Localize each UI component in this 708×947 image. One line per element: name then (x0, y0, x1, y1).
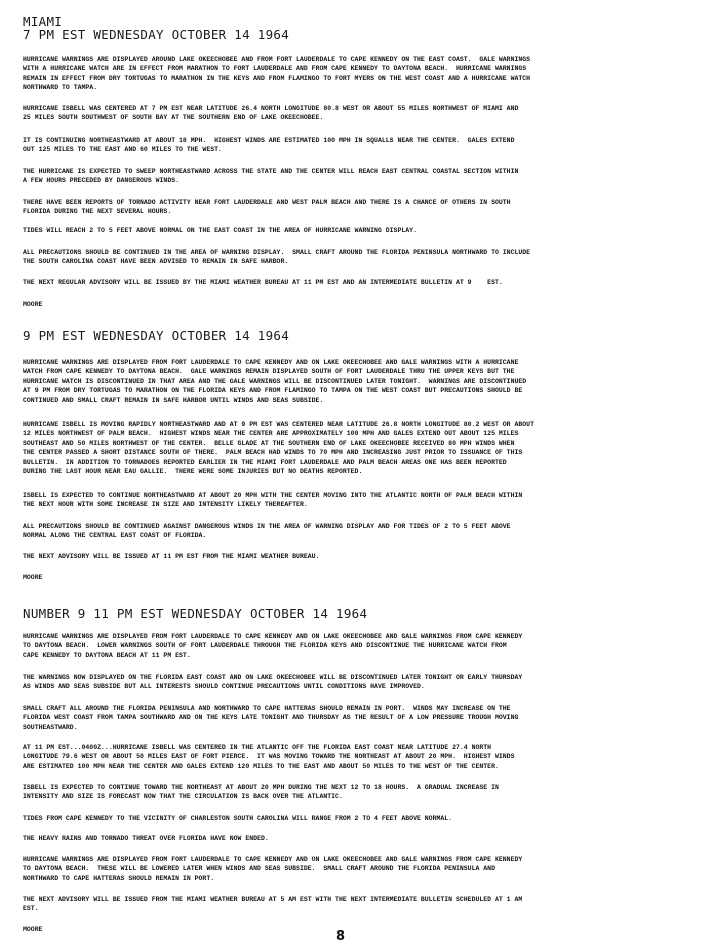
bulletin-paragraph: IT IS CONTINUING NORTHEASTWARD AT ABOUT 18 MPH. HIGHEST WINDS ARE ESTIMATED 100 MPH IN SQUALLS NEAR THE CENTER. GALES EXTEND OUT 125 MILES TO THE EAST AND 60 MILES TO THE WEST. (23, 137, 515, 154)
bulletin-paragraph: THE NEXT ADVISORY WILL BE ISSUED FROM THE MIAMI WEATHER BUREAU AT 5 AM EST WITH THE NEXT INTERMEDIATE BULLETIN SCHEDULED AT 1 AM EST. (23, 896, 523, 913)
bulletin-paragraph: THE NEXT REGULAR ADVISORY WILL BE ISSUED BY THE MIAMI WEATHER BUREAU AT 11 PM EST AND AN INTERMEDIATE BULLETIN AT 9 EST. (23, 279, 503, 286)
bulletin-paragraph: AT 11 PM EST...0400Z...HURRICANE ISBELL WAS CENTERED IN THE ATLANTIC OFF THE FLORIDA EAST COAST NEAR LATITUDE 27.4 NORTH LONGITUDE 79.6 WEST OR ABOUT 50 MILES EAST OF FORT PIERCE. IT WAS MOVING TOWARD THE NORTHEAST AT ABOUT 20 MPH. HIGHEST WINDS ARE ESTIMATED 100 MPH NEAR THE CENTER AND GALES EXTEND 120 MILES TO THE EAST AND ABOUT 50 MILES TO THE WEST OF THE CENTER. (23, 744, 515, 770)
bulletin-paragraph: HURRICANE WARNINGS ARE DISPLAYED FROM FORT LAUDERDALE TO CAPE KENNEDY AND ON LAKE OKEECHOBEE AND GALE WARNINGS FROM CAPE KENNEDY TO DAYTONA BEACH. LOWER WARNINGS SOUTH OF FORT LAUDERDALE THROUGH THE FLORIDA KEYS AND DISCONTINUE THE HURRICANE WATCH FROM CAPE KENNEDY TO DAYTONA BEACH AT 11 PM EST. (23, 633, 523, 659)
bulletin-paragraph: THERE HAVE BEEN REPORTS OF TORNADO ACTIVITY NEAR FORT LAUDERDALE AND WEST PALM BEACH AND THERE IS A CHANCE OF OTHERS IN SOUTH FLORIDA DURING THE NEXT SEVERAL HOURS. (23, 199, 511, 216)
bulletin-paragraph: THE NEXT ADVISORY WILL BE ISSUED AT 11 PM EST FROM THE MIAMI WEATHER BUREAU. (23, 553, 320, 560)
bulletin-signature: MOORE (23, 574, 43, 581)
bulletin-paragraph: HURRICANE WARNINGS ARE DISPLAYED AROUND LAKE OKEECHOBEE AND FROM FORT LAUDERDALE TO CAPE KENNEDY ON THE EAST COAST. GALE WARNINGS WITH A HURRICANE WATCH ARE IN EFFECT FROM MARATHON TO FORT LAUDERDALE AND FROM CAPE KENNEDY TO DAYTONA BEACH. HURRICANE WARNINGS REMAIN IN EFFECT FROM DRY TORTUGAS TO MARATHON IN THE KEYS AND FROM FLAMINGO TO FORT MYERS ON THE WEST COAST AND A HURRICANE WATCH NORTHWARD TO TAMPA. (23, 56, 531, 92)
bulletin-paragraph: ISBELL IS EXPECTED TO CONTINUE NORTHEASTWARD AT ABOUT 20 MPH WITH THE CENTER MOVING INTO THE ATLANTIC NORTH OF PALM BEACH WITHIN THE NEXT HOUR WITH SOME INCREASE IN SIZE AND INTENSITY LIKELY THEREAFTER. (23, 492, 523, 509)
bulletin-signature: MOORE (23, 301, 43, 308)
bulletin-heading: 9 PM EST WEDNESDAY OCTOBER 14 1964 (23, 328, 290, 343)
bulletin-paragraph: HURRICANE ISBELL IS MOVING RAPIDLY NORTHEASTWARD AND AT 9 PM EST WAS CENTERED NEAR LATITUDE 26.8 NORTH LONGITUDE 80.2 WEST OR ABOUT 12 MILES NORTHWEST OF PALM BEACH. HIGHEST WINDS NEAR THE CENTER ARE APPROXIMATELY 100 MPH AND GALES EXTEND OUT ABOUT 125 MILES SOUTHEAST AND 50 MILES NORTHWEST OF THE CENTER. BELLE GLADE AT THE SOUTHERN END OF LAKE OKEECHOBEE RECEIVED 80 MPH WINDS WHEN THE CENTER PASSED A SHORT DISTANCE SOUTH OF THERE. PALM BEACH HAD WINDS TO 70 MPH AND INCREASING JUST PRIOR TO ISSUANCE OF THIS BULLETIN. IN ADDITION TO TORNADOES REPORTED EARLIER IN THE MIAMI FORT LAUDERDALE AND PALM BEACH AREAS ONE HAS BEEN REPORTED DURING THE LAST HOUR NEAR EAU GALLIE. THERE WERE SOME INJURIES BUT NO DEATHS REPORTED. (23, 421, 534, 476)
bulletin-paragraph: THE HURRICANE IS EXPECTED TO SWEEP NORTHEASTWARD ACROSS THE STATE AND THE CENTER WILL REACH EAST CENTRAL COASTAL SECTION WITHIN A FEW HOURS PRECEDED BY DANGEROUS WINDS. (23, 168, 519, 185)
bulletin-paragraph: ISBELL IS EXPECTED TO CONTINUE TOWARD THE NORTHEAST AT ABOUT 20 MPH DURING THE NEXT 12 TO 18 HOURS. A GRADUAL INCREASE IN INTENSITY AND SIZE IS FORECAST NOW THAT THE CIRCULATION IS BACK OVER THE ATLANTIC. (23, 784, 499, 801)
bulletin-paragraph: THE HEAVY RAINS AND TORNADO THREAT OVER FLORIDA HAVE NOW ENDED. (23, 835, 269, 842)
bulletin-paragraph: HURRICANE ISBELL WAS CENTERED AT 7 PM EST NEAR LATITUDE 26.4 NORTH LONGITUDE 80.8 WEST OR ABOUT 55 MILES NORTHWEST OF MIAMI AND 25 MILES SOUTH SOUTHWEST OF SOUTH BAY AT THE SOUTHERN END OF LAKE OKEECHOBEE. (23, 105, 519, 122)
bulletin-paragraph: HURRICANE WARNINGS ARE DISPLAYED FROM FORT LAUDERDALE TO CAPE KENNEDY AND ON LAKE OKEECHOBEE AND GALE WARNINGS WITH A HURRICANE WATCH FROM CAPE KENNEDY TO DAYTONA BEACH. GALE WARNINGS REMAIN DISPLAYED SOUTH OF FORT LAUDERDALE THRU THE UPPER KEYS BUT THE HURRICANE WATCH IS DISCONTINUED IN THAT AREA AND THE GALE WARNINGS WILL BE DISCONTINUED LATER TONIGHT. WARNINGS ARE DISCONTINUED AT 9 PM FROM DRY TORTUGAS TO MARATHON ON THE FLORIDA KEYS AND FROM FLAMINGO TO TAMPA ON THE WEST COAST BUT PRECAUTIONS SHOULD BE CONTINUED AND SMALL CRAFT REMAIN IN SAFE HARBOR UNTIL WINDS AND SEAS SUBSIDE. (23, 359, 527, 404)
page-number: 8 (336, 929, 346, 944)
bulletin-paragraph: THE WARNINGS NOW DISPLAYED ON THE FLORIDA EAST COAST AND ON LAKE OKEECHOBEE WILL BE DISCONTINUED LATER TONIGHT OR EARLY THURSDAY AS WINDS AND SEAS SUBSIDE BUT ALL INTERESTS SHOULD CONTINUE PRECAUTIONS UNTIL CONDITIONS HAVE IMPROVED. (23, 674, 523, 691)
bulletin-paragraph: SMALL CRAFT ALL AROUND THE FLORIDA PENINSULA AND NORTHWARD TO CAPE HATTERAS SHOULD REMAIN IN PORT. WINDS MAY INCREASE ON THE FLORIDA WEST COAST FROM TAMPA SOUTHWARD AND ON THE KEYS LATE TONIGHT AND THURSDAY AS THE RESULT OF A LOW PRESSURE TROUGH MOVING SOUTHEASTWARD. (23, 705, 519, 731)
bulletin-paragraph: ALL PRECAUTIONS SHOULD BE CONTINUED IN THE AREA OF WARNING DISPLAY. SMALL CRAFT AROUND THE FLORIDA PENINSULA NORTHWARD TO INCLUDE THE SOUTH CAROLINA COAST HAVE BEEN ADVISED TO REMAIN IN SAFE HARBOR. (23, 249, 531, 266)
bulletin-paragraph: HURRICANE WARNINGS ARE DISPLAYED FROM FORT LAUDERDALE TO CAPE KENNEDY AND ON LAKE OKEECHOBEE AND GALE WARNINGS FROM CAPE KENNEDY TO DAYTONA BEACH. THESE WILL BE LOWERED LATER WHEN WINDS AND SEAS SUBSIDE. SMALL CRAFT AROUND THE FLORIDA PENINSULA AND NORTHWARD TO CAPE HATTERAS SHOULD REMAIN IN PORT. (23, 856, 523, 882)
bulletin-paragraph: ALL PRECAUTIONS SHOULD BE CONTINUED AGAINST DANGEROUS WINDS IN THE AREA OF WARNING DISPLAY AND FOR TIDES OF 2 TO 5 FEET ABOVE NORMAL ALONG THE CENTRAL EAST COAST OF FLORIDA. (23, 523, 511, 540)
bulletin-paragraph: TIDES WILL REACH 2 TO 5 FEET ABOVE NORMAL ON THE EAST COAST IN THE AREA OF HURRICANE WARNING DISPLAY. (23, 227, 417, 234)
bulletin-signature: MOORE (23, 926, 43, 933)
bulletin-heading: 7 PM EST WEDNESDAY OCTOBER 14 1964 (23, 27, 290, 42)
bulletin-heading: NUMBER 9 11 PM EST WEDNESDAY OCTOBER 14 1964 (23, 606, 368, 621)
bulletin-paragraph: TIDES FROM CAPE KENNEDY TO THE VICINITY OF CHARLESTON SOUTH CAROLINA WILL RANGE FROM 2 TO 4 FEET ABOVE NORMAL. (23, 815, 453, 822)
bulletin-place: MIAMI (23, 14, 63, 29)
